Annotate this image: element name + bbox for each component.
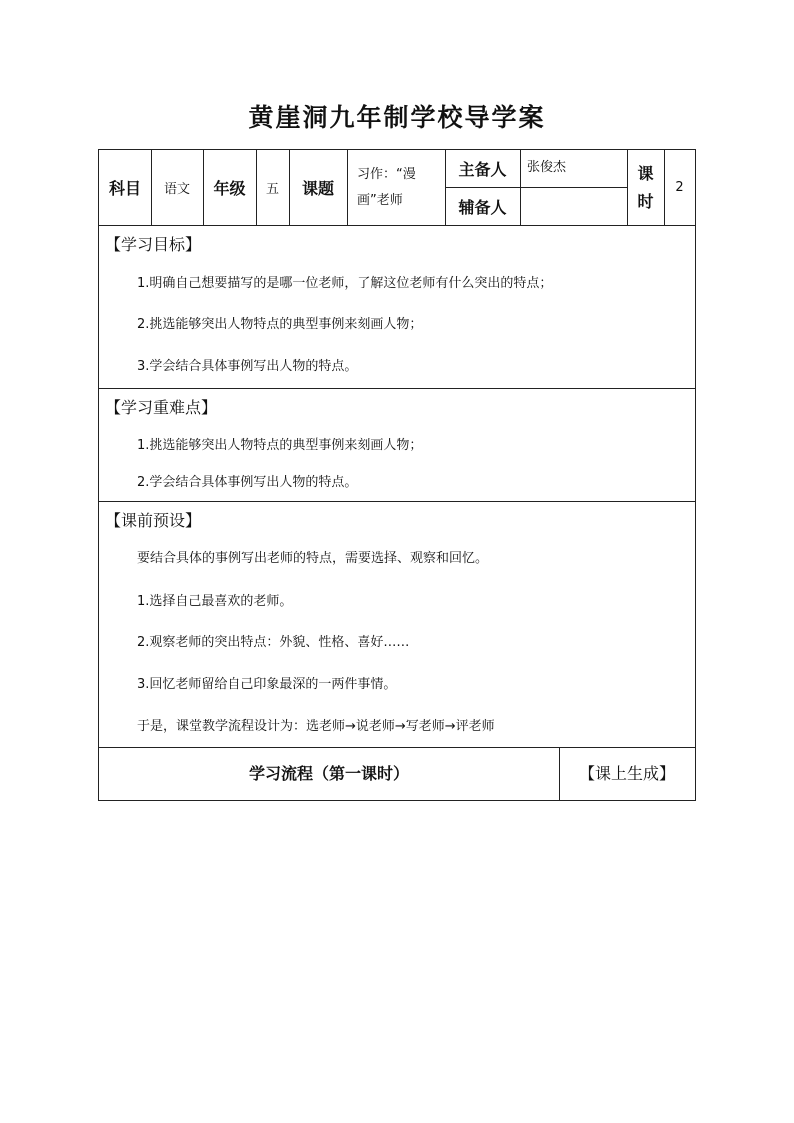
document-title: 黄崖洞九年制学校导学案 (248, 103, 546, 132)
topic-value (347, 150, 445, 225)
main-preparer-value: 张俊杰 (527, 160, 567, 175)
objective-item: 2.挑选能够突出人物特点的典型事例来刻画人物； (137, 317, 423, 332)
pre-class-item: 2.观察老师的突出特点：外貌、性格、喜好…… (137, 635, 410, 650)
subject-label: 科目 (108, 179, 141, 198)
subject-value: 语文 (163, 182, 190, 197)
class-generation-title: 【课上生成】 (578, 763, 675, 783)
pre-class-heading: 【课前预设】 (105, 511, 202, 530)
grade-label: 年级 (213, 179, 246, 198)
table-divider (99, 388, 695, 389)
pre-class-item: 1.选择自己最喜欢的老师。 (137, 594, 293, 609)
period-label (627, 150, 664, 225)
objective-item: 3.学会结合具体事例写出人物的特点。 (137, 359, 358, 374)
table-divider (99, 501, 695, 502)
main-preparer-label: 主备人 (458, 160, 507, 179)
key-points-heading: 【学习重难点】 (105, 398, 218, 417)
assistant-preparer-label: 辅备人 (458, 197, 507, 217)
pre-class-item: 3.回忆老师留给自己印象最深的一两件事情。 (137, 677, 397, 692)
learning-flow-title: 学习流程（第一课时） (248, 763, 409, 783)
pre-class-item: 要结合具体的事例写出老师的特点，需要选择、观察和回忆。 (137, 551, 489, 566)
lesson-plan-table (98, 149, 696, 801)
objectives-heading: 【学习目标】 (105, 235, 202, 254)
period-label-char: 时 (637, 191, 654, 211)
topic-value-line: 画”老师 (357, 192, 403, 208)
pre-class-item: 于是，课堂教学流程设计为：选老师→说老师→写老师→评老师 (137, 719, 495, 734)
grade-value: 五 (265, 182, 279, 197)
topic-label: 课题 (301, 179, 334, 198)
topic-value-line: 习作：“漫 (357, 166, 416, 182)
key-point-item: 1.挑选能够突出人物特点的典型事例来刻画人物； (137, 438, 423, 453)
table-divider (99, 225, 695, 226)
objective-item: 1.明确自己想要描写的是哪一位老师，了解这位老师有什么突出的特点； (137, 276, 553, 291)
period-value: 2 (675, 180, 684, 195)
key-point-item: 2.学会结合具体事例写出人物的特点。 (137, 475, 358, 490)
assistant-preparer-value (520, 187, 627, 225)
period-label-char: 课 (637, 163, 654, 183)
